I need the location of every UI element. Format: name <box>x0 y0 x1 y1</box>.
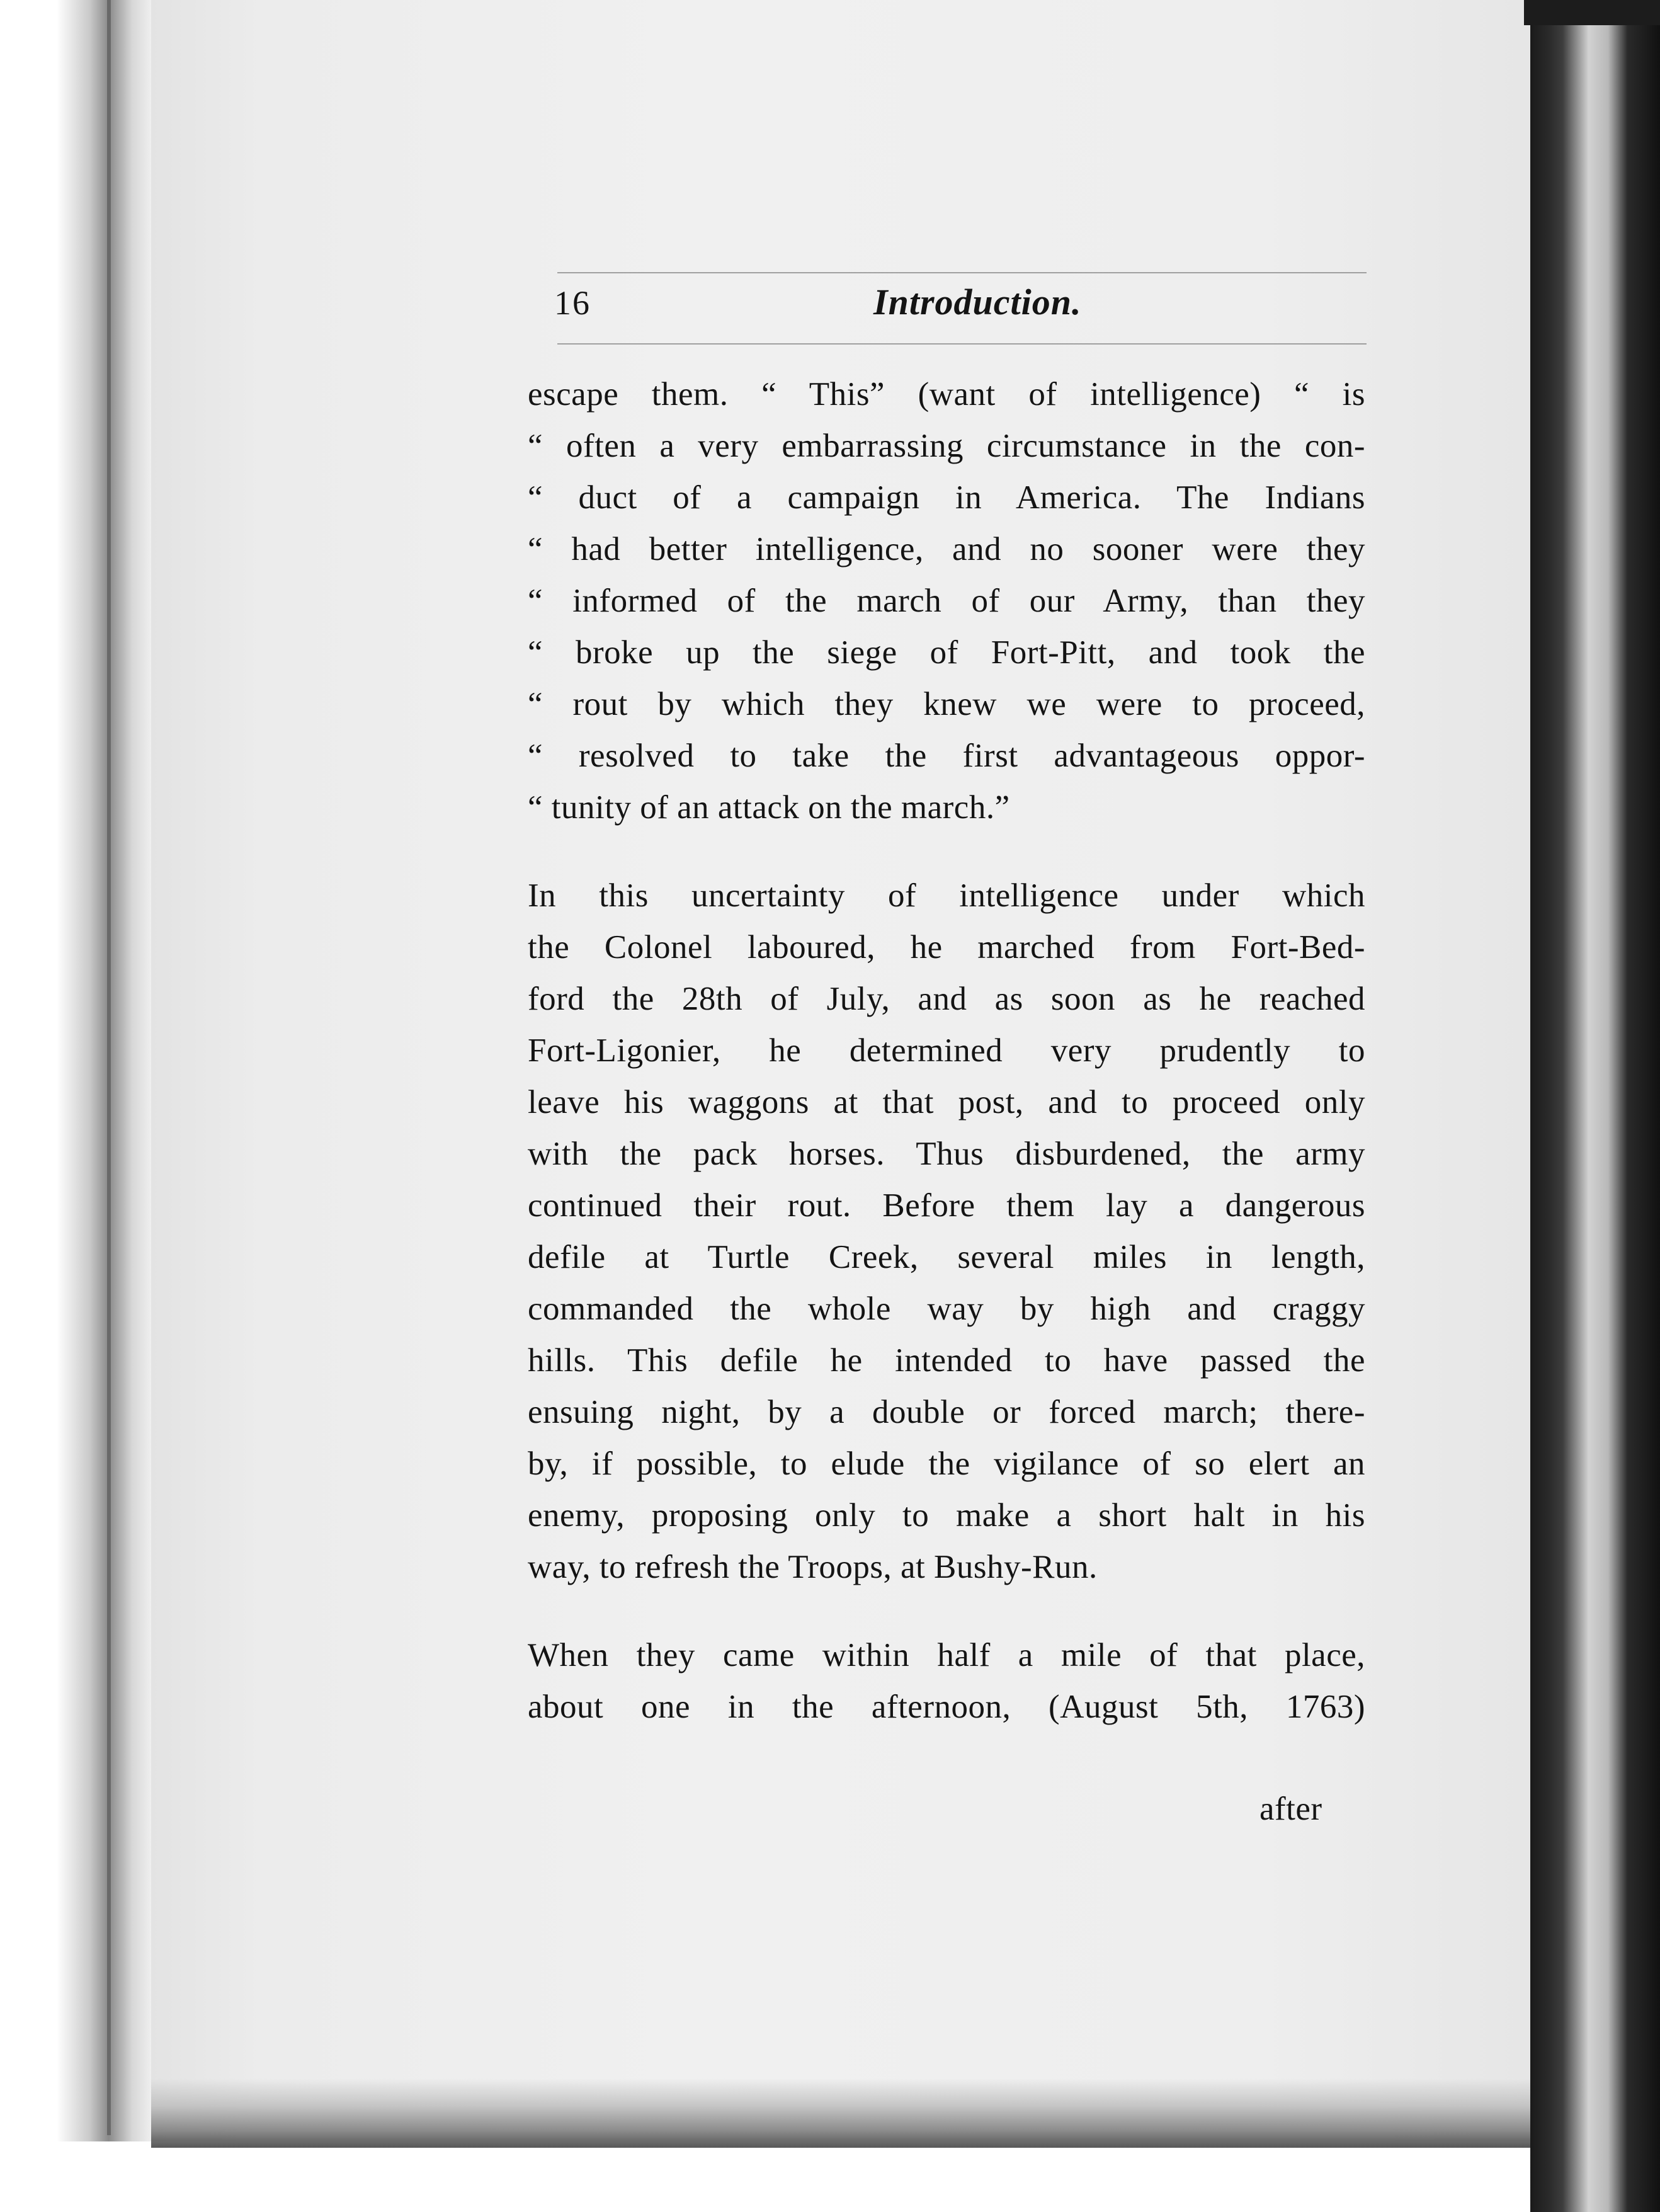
paragraph-gap <box>528 1593 1365 1629</box>
text-line: enemy, proposing only to make a short halt in his <box>528 1497 1365 1534</box>
right-binding-edge <box>1530 0 1660 2212</box>
text-line: ford the 28th of July, and as soon as he reached <box>528 981 1365 1017</box>
left-page-edge <box>57 0 151 2141</box>
text-line: ensuing night, by a double or forced march; there- <box>528 1394 1365 1430</box>
text-line: commanded the whole way by high and craggy <box>528 1291 1365 1327</box>
text-line: way, to refresh the Troops, at Bushy-Run. <box>528 1549 1098 1585</box>
text-line: the Colonel laboured, he marched from Fort-Bed- <box>528 929 1365 966</box>
text-line: hills. This defile he intended to have passed the <box>528 1342 1365 1379</box>
text-line: with the pack horses. Thus disburdened, the army <box>528 1136 1365 1172</box>
running-head-bottom-rule <box>557 343 1367 345</box>
text-line: Fort-Ligonier, he determined very prudently to <box>528 1032 1365 1069</box>
text-line: In this uncertainty of intelligence under which <box>528 877 1365 914</box>
text-line: When they came within half a mile of that place, <box>528 1637 1365 1673</box>
body-text <box>528 368 1365 1733</box>
running-head-title: Introduction. <box>873 282 1082 322</box>
text-line: “ rout by which they knew we were to proceed, <box>528 686 1365 722</box>
paragraph-3 <box>528 1629 1365 1733</box>
paragraph-gap <box>528 833 1365 870</box>
text-line: leave his waggons at that post, and to proceed only <box>528 1084 1365 1120</box>
text-line: “ often a very embarrassing circumstance in the con- <box>528 428 1365 464</box>
text-line: about one in the afternoon, (August 5th, 1763) <box>528 1689 1365 1725</box>
text-line: escape them. “ This” (want of intelligence) “ is <box>528 376 1365 413</box>
text-line: continued their rout. Before them lay a dangerous <box>528 1187 1365 1224</box>
left-edge-line <box>107 0 111 2135</box>
text-line: “ duct of a campaign in America. The Indians <box>528 479 1365 516</box>
right-top-mark <box>1524 0 1660 25</box>
text-line: “ resolved to take the first advantageous oppor- <box>528 738 1365 774</box>
paragraph-1 <box>528 368 1365 833</box>
text-line: “ had better intelligence, and no sooner were they <box>528 531 1365 567</box>
paragraph-2 <box>528 870 1365 1593</box>
text-line: “ broke up the siege of Fort-Pitt, and took the <box>528 634 1365 671</box>
running-head-top-rule <box>557 272 1367 273</box>
running-head <box>554 277 1373 334</box>
text-line: by, if possible, to elude the vigilance of so elert an <box>528 1445 1365 1482</box>
catchword: after <box>1259 1791 1322 1827</box>
text-line: defile at Turtle Creek, several miles in length, <box>528 1239 1365 1275</box>
page-number: 16 <box>554 284 591 322</box>
text-line: “ tunity of an attack on the march.” <box>528 789 1010 826</box>
bottom-page-edge <box>151 2078 1555 2148</box>
text-line: “ informed of the march of our Army, than they <box>528 583 1365 619</box>
